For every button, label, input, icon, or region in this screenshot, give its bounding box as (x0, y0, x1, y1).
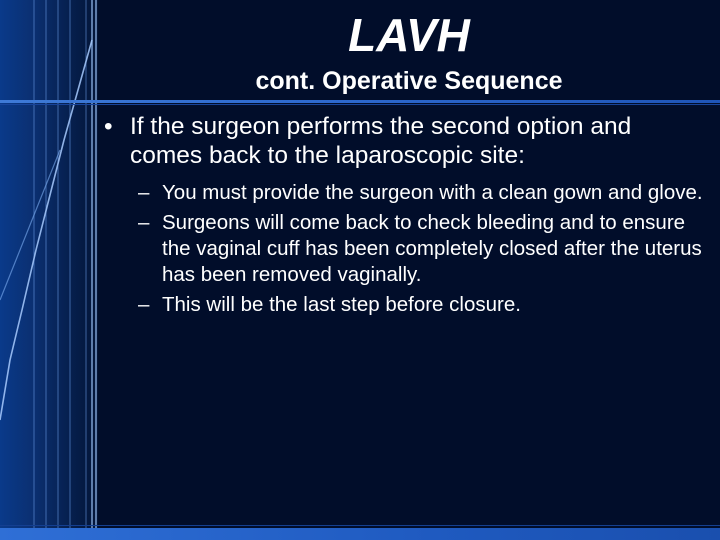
sub-bullet-item (104, 292, 710, 318)
footer-divider (0, 525, 720, 526)
sub-bullet-text: You must provide the surgeon with a clean gown and glove. (162, 181, 703, 204)
slide-title: LAVH (348, 9, 470, 61)
slide-body (104, 112, 710, 322)
sub-bullet-list (104, 180, 710, 318)
header-divider (0, 100, 720, 103)
bullet-mark: • (104, 113, 113, 140)
sub-bullet-text: This will be the last step before closure. (162, 293, 521, 316)
main-bullet (104, 112, 710, 170)
footer-band (0, 528, 720, 540)
dash-mark: – (138, 181, 150, 204)
streak-lines-graphic (0, 0, 98, 540)
header-divider-thin (0, 104, 720, 105)
sub-bullet-text: Surgeons will come back to check bleeding and to ensure the vaginal cuff has been completely closed after the uterus has been removed vaginally. (162, 211, 702, 286)
dash-mark: – (138, 211, 150, 234)
sub-bullet-item (104, 180, 710, 206)
decorative-side-panel (0, 0, 98, 540)
slide-subtitle: cont. Operative Sequence (255, 67, 563, 95)
sub-bullet-item (104, 210, 710, 288)
dash-mark: – (138, 293, 150, 316)
main-bullet-text: If the surgeon performs the second option and comes back to the laparoscopic site: (130, 113, 632, 169)
